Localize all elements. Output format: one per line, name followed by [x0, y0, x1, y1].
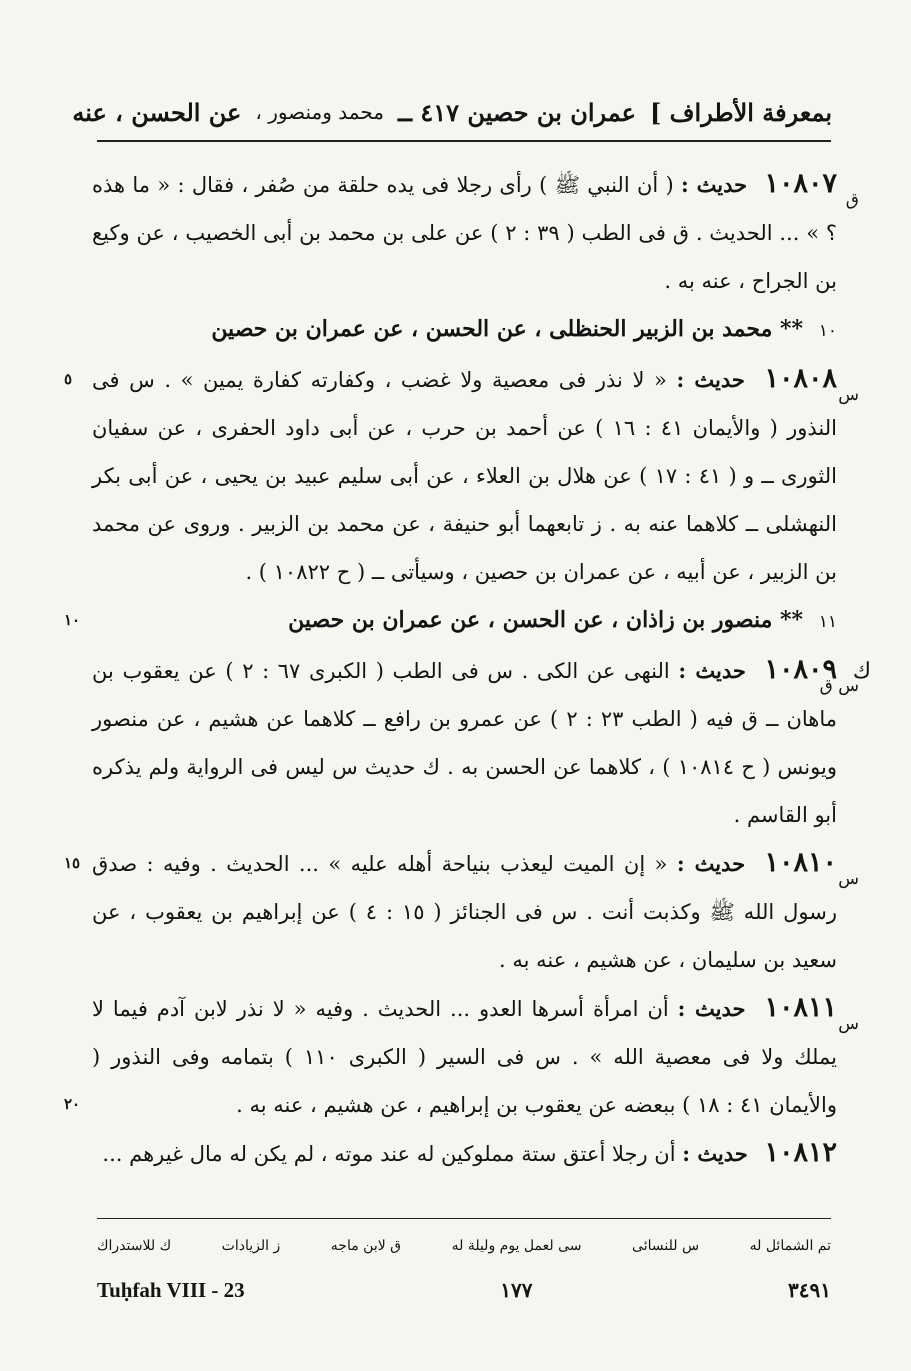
page-body: [64, 160, 871, 1178]
volume-signature: Tuḥfah VIII - 23: [97, 1277, 245, 1302]
abbreviation-item: ك للاستدراك: [97, 1238, 172, 1254]
section-title: ** منصور بن زاذان ، عن الحسن ، عن عمران بن حصين: [288, 607, 804, 633]
line-marker: ٢٠: [64, 1095, 81, 1113]
header-rule: [97, 140, 831, 142]
abbreviation-item: تم الشمائل له: [749, 1238, 831, 1254]
hadith-number: ١٠٨١٢: [764, 1137, 837, 1168]
istidrak-symbol: ك: [852, 659, 871, 684]
abbreviation-item: ز الزيادات: [221, 1238, 281, 1254]
line-marker: ٥: [64, 370, 73, 388]
source-code: ق: [845, 190, 859, 210]
section-heading: [64, 596, 837, 646]
running-header: [72, 92, 832, 132]
hadith-keyword: حديث :: [676, 851, 746, 876]
line-marker: ١٠: [64, 611, 81, 629]
cumulative-page-number: ٣٤٩١: [788, 1278, 831, 1302]
footnote-rule: [97, 1218, 831, 1219]
source-code: س: [838, 385, 859, 405]
hadith-entry: [92, 646, 871, 839]
hadith-number: ١٠٨٠٩: [764, 654, 837, 685]
hadith-text: أن امرأة أسرها العدو ... الحديث . وفيه « لا نذر لابن آدم فيما لا يملك ولا فى معصية الله » . س فى السير ( الكبرى ١١٠ ) بتمامه وفى النذور ( والأيمان ٤١ : ١٨ ) ببعضه عن يعقوب بن إبراهيم ، عن هشيم ، عنه به .: [92, 997, 837, 1117]
section-number: ١٠: [818, 321, 837, 341]
hadith-text: ( أن النبي ﷺ ) رأى رجلا فى يده حلقة من صُفر ، فقال : « ما هذه ؟ » ... الحديث . ق فى الطب ( ٣٩ : ٢ ) عن على بن محمد بن أبى الخصيب ، عن وكيع بن الجراح ، عنه به .: [92, 173, 837, 293]
page-number: ١٧٧: [500, 1278, 533, 1302]
hadith-number: ١٠٨١٠: [764, 847, 837, 878]
hadith-text: « إن الميت ليعذب بنياحة أهله عليه » ... الحديث . وفيه : صدق رسول الله ﷺ وكذبت أنت . س فى الجنائز ( ١٥ : ٤ ) عن إبراهيم بن يعقوب ، عن سعيد بن سليمان ، عن هشيم ، عنه به .: [92, 852, 837, 972]
section-heading: [92, 305, 837, 355]
hadith-keyword: حديث :: [682, 1141, 748, 1166]
hadith-entry: [92, 160, 859, 305]
hadith-number: ١٠٨٠٧: [764, 168, 837, 199]
abbreviation-item: سى لعمل يوم وليلة له: [451, 1238, 582, 1254]
hadith-entry: [64, 355, 859, 596]
hadith-text: أن رجلا أعتق ستة مملوكين له عند موته ، لم يكن له مال غيرهم ...: [102, 1142, 676, 1166]
hadith-number: ١٠٨٠٨: [764, 363, 837, 394]
hadith-entry: [64, 984, 859, 1129]
source-code: س: [838, 869, 859, 889]
abbreviation-item: س للنسائى: [632, 1238, 700, 1254]
source-code: س: [838, 1014, 859, 1034]
section-number: ١١: [818, 612, 837, 632]
hadith-number: ١٠٨١١: [764, 992, 837, 1023]
header-sub-names: محمد ومنصور ،: [255, 100, 384, 124]
hadith-entry: [92, 1129, 837, 1178]
header-main-title: عمران بن حصين ٤١٧ ــ: [397, 97, 636, 127]
hadith-keyword: حديث :: [681, 172, 748, 197]
line-marker: ١٥: [64, 854, 81, 872]
header-end-text: عن الحسن ، عنه: [72, 97, 242, 127]
hadith-entry: [64, 839, 859, 984]
hadith-keyword: حديث :: [676, 367, 745, 392]
abbreviation-key: [97, 1226, 831, 1266]
page-footer: [97, 1270, 831, 1310]
hadith-keyword: حديث :: [677, 996, 746, 1021]
hadith-keyword: حديث :: [678, 658, 746, 683]
header-bracket-title: بمعرفة الأطراف ]: [649, 97, 832, 127]
abbreviation-item: ق لابن ماجه: [330, 1238, 402, 1254]
source-code: س ق: [819, 676, 859, 696]
hadith-text: « لا نذر فى معصية ولا غضب ، وكفارته كفارة يمين » . س فى النذور ( والأيمان ٤١ : ١٦ ) عن أحمد بن حرب ، عن أبى داود الحفرى ، عن سفيان الثورى ــ و ( ٤١ : ١٧ ) عن هلال بن العلاء ، عن أبى سليم عبيد بن يحيى ، عن أبى بكر النهشلى ــ كلاهما عنه به . ز تابعهما أبو حنيفة ، عن محمد بن الزبير . وروى عن محمد بن الزبير ، عن أبيه ، عن عمران بن حصين ، وسيأتى ــ ( ح ١٠٨٢٢ ) .: [92, 368, 837, 584]
hadith-text: النهى عن الكى . س فى الطب ( الكبرى ٦٧ : ٢ ) عن يعقوب بن ماهان ــ ق فيه ( الطب ٢٣ : ٢ ) عن عمرو بن رافع ــ كلاهما عن هشيم ، عن منصور ويونس ( ح ١٠٨١٤ ) ، كلاهما عن الحسن به . ك حديث س ليس فى الرواية ولم يذكره أبو القاسم .: [92, 659, 837, 827]
section-title: ** محمد بن الزبير الحنظلى ، عن الحسن ، عن عمران بن حصين: [211, 316, 804, 342]
